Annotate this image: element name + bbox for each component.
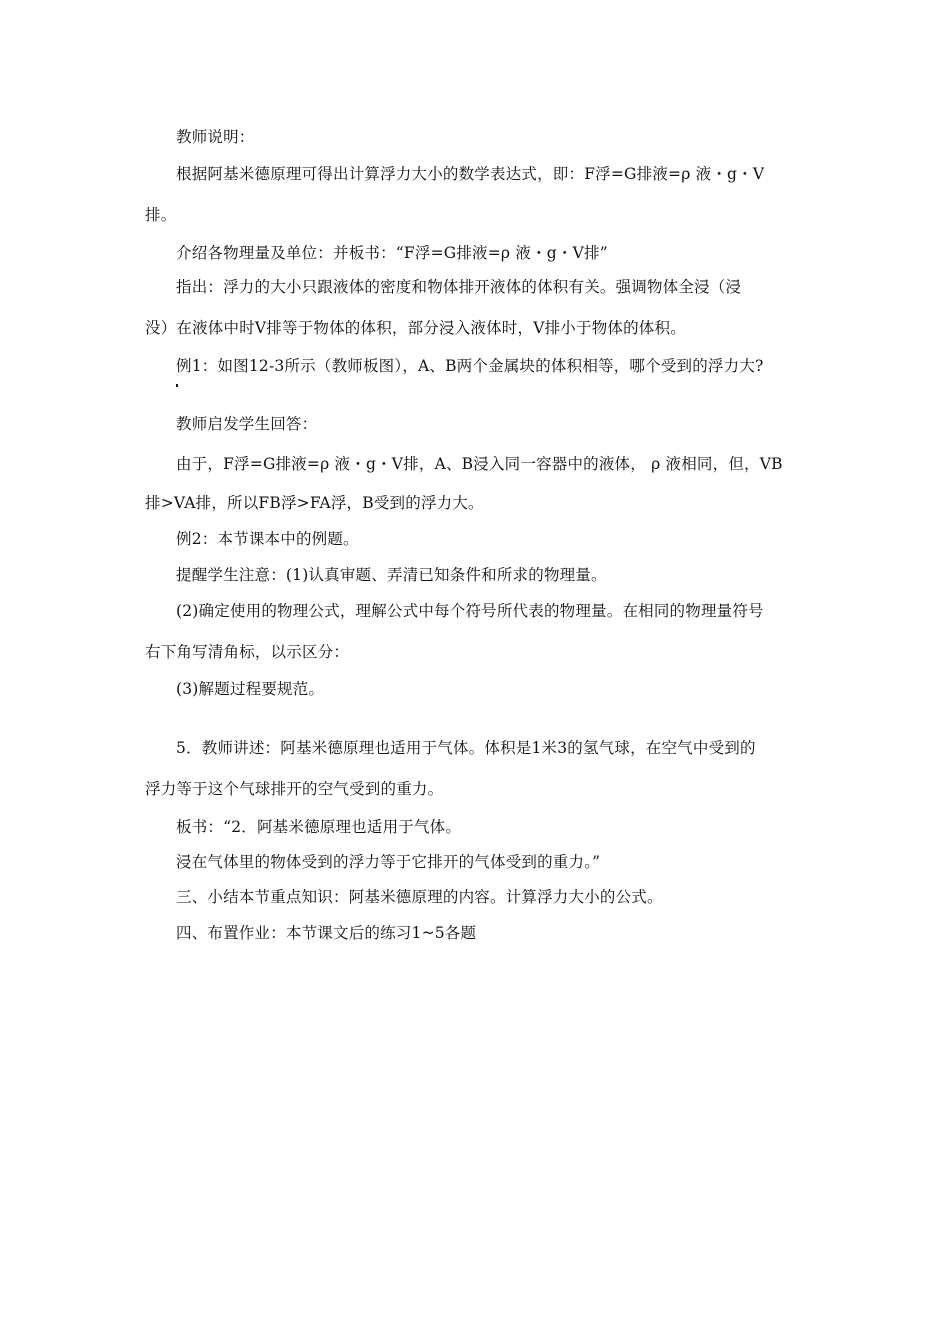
paragraph-board-gas-2: 浸在气体里的物体受到的浮力等于它排开的气体受到的重力。” (176, 853, 601, 871)
paragraph-gas-line-1: 5．教师讲述：阿基米德原理也适用于气体。体积是1米3的氢气球，在空气中受到的 (176, 739, 756, 757)
paragraph-point-out-line-2: 没）在液体中时V排等于物体的体积，部分浸入液体时，V排小于物体的体积。 (145, 319, 686, 337)
paragraph-homework: 四、布置作业：本节课文后的练习1~5各题 (176, 924, 477, 942)
paragraph-summary: 三、小结本节重点知识：阿基米德原理的内容。计算浮力大小的公式。 (176, 888, 663, 906)
paragraph-reminder-3: (3)解题过程要规范。 (176, 680, 325, 698)
paragraph-teacher-prompt: 教师启发学生回答： (176, 415, 318, 433)
paragraph-answer-line-1: 由于，F浮=G排液=ρ 液・g・V排，A、B浸入同一容器中的液体， ρ 液相同，但，VB (176, 455, 783, 473)
paragraph-gas-line-2: 浮力等于这个气球排开的空气受到的重力。 (145, 780, 444, 798)
paragraph-example-1: 例1：如图12-3所示（教师板图），A、B两个金属块的体积相等，哪个受到的浮力大? (176, 357, 764, 375)
paragraph-reminder-2-line-1: (2)确定使用的物理公式，理解公式中每个符号所代表的物理量。在相同的物理量符号 (176, 602, 764, 620)
paragraph-teacher-explanation: 教师说明： (176, 128, 255, 146)
paragraph-reminder: 提醒学生注意：(1)认真审题、弄清已知条件和所求的物理量。 (176, 566, 607, 584)
paragraph-example-2: 例2：本节课本中的例题。 (176, 530, 359, 548)
paragraph-formula-line-1: 根据阿基米德原理可得出计算浮力大小的数学表达式，即：F浮=G排液=ρ 液・g・V (176, 165, 765, 183)
paragraph-units-board: 介绍各物理量及单位：并板书：“F浮=G排液=ρ 液・g・V排” (176, 244, 608, 262)
paragraph-answer-line-2: 排>VA排，所以FB浮>FA浮，B受到的浮力大。 (145, 494, 484, 512)
paragraph-board-gas: 板书：“2．阿基米德原理也适用于气体。 (176, 818, 462, 836)
stray-mark (176, 384, 178, 387)
paragraph-reminder-2-line-2: 右下角写清角标，以示区分： (145, 643, 350, 661)
paragraph-formula-line-2: 排。 (145, 206, 177, 224)
paragraph-point-out-line-1: 指出：浮力的大小只跟液体的密度和物体排开液体的体积有关。强调物体全浸（浸 (176, 278, 742, 296)
